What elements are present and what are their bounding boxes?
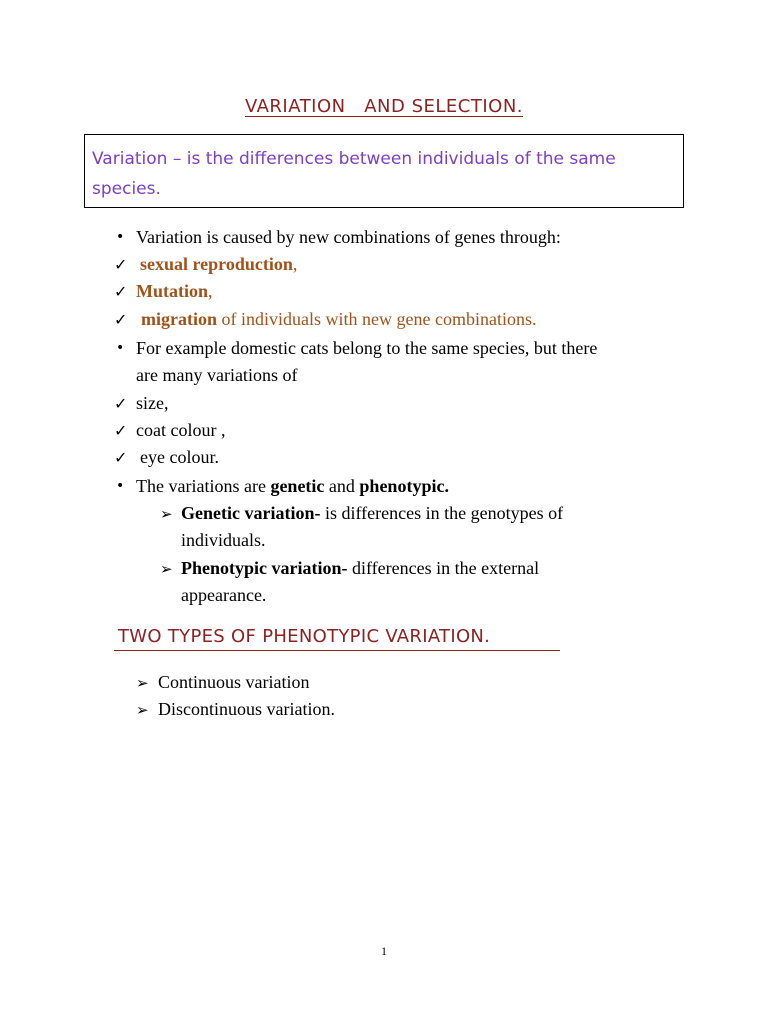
check-icon: ✓ (114, 282, 128, 301)
arrow-icon: ➢ (160, 560, 173, 578)
page-number: 1 (381, 944, 387, 958)
cause-term: sexual reproduction (140, 254, 293, 274)
definition-box: Variation – is the differences between individuals of the same species. (84, 134, 684, 208)
section-heading: TWO TYPES OF PHENOTYPIC VARIATION. (118, 626, 491, 647)
section-heading-underline (114, 650, 560, 651)
cause-term: Mutation (136, 281, 208, 301)
example-text-line1: For example domestic cats belong to the same species, but there (136, 338, 598, 358)
bullet-icon: • (116, 229, 125, 245)
check-icon: ✓ (114, 421, 128, 440)
intro-text: Variation is caused by new combinations of genes through: (136, 227, 561, 247)
check-icon: ✓ (114, 310, 128, 329)
arrow-icon: ➢ (136, 674, 149, 692)
page-title: VARIATION AND SELECTION. (244, 96, 524, 117)
bullet-icon: • (116, 478, 125, 494)
bullet-icon: • (116, 340, 125, 356)
check-icon: ✓ (114, 448, 128, 467)
check-icon: ✓ (114, 394, 128, 413)
genetic-variation-term: Genetic variation- (181, 503, 321, 523)
phenotypic-variation-term: Phenotypic variation- (181, 558, 348, 578)
arrow-icon: ➢ (136, 701, 149, 719)
example-text-line2: are many variations of (136, 365, 298, 385)
cause-term: migration (141, 309, 217, 329)
check-icon: ✓ (114, 255, 128, 274)
arrow-icon: ➢ (160, 505, 173, 523)
